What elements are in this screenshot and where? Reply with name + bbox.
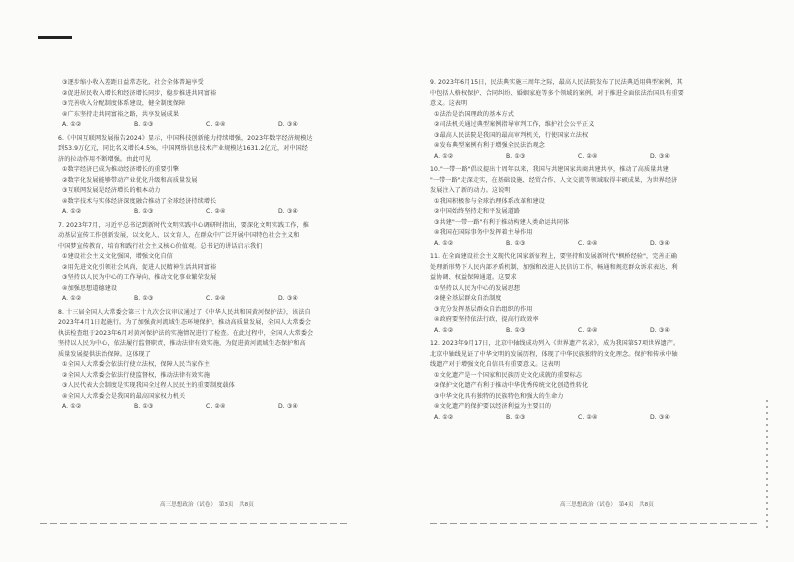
choice-c: C. ②④	[206, 208, 226, 215]
choice-c: C. ②④	[206, 403, 226, 410]
choice-b: B. ①③	[134, 121, 154, 128]
question-stem: 执法检查组于2023年6月对黄河保护法的实施情况进行了检查。在此过程中，全国人大常委会	[58, 329, 314, 337]
question-stem: 8. 十三届全国人大常委会第三十九次会议审议通过了《中华人民共和国黄河保护法》，该法自	[58, 308, 311, 316]
binding-margin-dots	[766, 400, 768, 530]
choice-d: D. ③④	[278, 121, 298, 128]
question-stem: 动基层宣传工作创新发展，以文化人、以文育人，在群众中广泛开展中国特色社会主义和	[58, 232, 300, 239]
choice-a: A. ①②	[434, 239, 454, 247]
page-3-column	[58, 78, 384, 413]
header-mark	[38, 36, 72, 39]
choice-d: D. ③④	[278, 403, 298, 410]
choice-b: B. ①③	[506, 239, 526, 247]
option-line: ④加强思想道德建设	[62, 284, 118, 292]
question-stem: 到53.9万亿元，同比名义增长4.5%，中国网络信息技术产业规模达1631.2亿元，对中国经	[58, 145, 308, 152]
option-line: ②全国人大常委会依法行使监督权，推动法律有效实施	[62, 371, 211, 379]
option-line: ①全国人大常委会依法行使立法权，保障人民当家作主	[62, 361, 211, 368]
option-line: ④我国在国际事务中发挥着主导作用	[434, 229, 533, 236]
answer-choices	[434, 413, 760, 424]
question-9	[430, 78, 760, 162]
choice-d: D. ③④	[650, 152, 670, 160]
choice-a: A. ①②	[62, 295, 82, 302]
choice-c: C. ②④	[206, 121, 226, 128]
question-stem: 济的拉动作用不断增强。由此可见	[58, 155, 151, 163]
question-stem: 9. 2023年6月15日，民法典实施三周年之际，最高人民法院发布了民法典适用典型案例，其	[430, 79, 683, 86]
option-line: ③共建"一带一路"有利于推动构建人类命运共同体	[434, 218, 570, 226]
question-10	[430, 165, 760, 249]
choice-d: D. ③④	[650, 326, 670, 334]
choice-c: C. ②④	[578, 152, 598, 160]
question-stem: 意义。这表明	[430, 100, 468, 107]
option-line: ②数字化发展能够带动产业优化升级和高质量发展	[62, 176, 198, 184]
answer-choices	[62, 120, 384, 131]
choice-b: B. ①③	[506, 413, 526, 421]
choice-a: A. ①②	[62, 403, 82, 410]
question-stem: 处理新形势下人民内部矛盾机制，加强和改进人民信访工作，畅通和规范群众诉求表达、利	[430, 263, 678, 271]
question-stem: 中包括人格权保护、合同纠纷、婚姻家庭等多个领域的案例，对于推进全面依法治国具有重要	[430, 89, 684, 97]
option-line: ③最高人民法院是我国的最高审判机关，行使国家立法权	[434, 131, 589, 139]
question-8	[58, 308, 384, 413]
question-stem: 发展注入了新的动力。这说明	[430, 187, 511, 194]
page-footer-left: 高三思想政治（试卷） 第3页 共8页	[160, 502, 254, 508]
question-stem: 12. 2023年9月17日，北京中轴线成功列入《世界遗产名录》，成为我国第57项世界遗产。	[430, 340, 680, 347]
choice-d: D. ③④	[650, 413, 670, 421]
option-line: ①建设社会主义文化强国，增强文化自信	[62, 253, 173, 260]
choice-b: B. ①③	[134, 208, 154, 215]
choice-a: A. ①②	[62, 208, 82, 215]
answer-choices	[434, 239, 760, 250]
option-line: ②中国始终坚持走和平发展道路	[434, 208, 521, 215]
choice-c: C. ②④	[578, 326, 598, 334]
answer-choices	[434, 326, 760, 337]
choice-a: A. ①②	[434, 326, 454, 334]
question-stem: 益协调、权益保障通道。这要求	[430, 274, 517, 281]
question-stem: 2023年4月1日起施行。为了加强黄河流域生态环境保护，推动高质量发展，全国人大常委会	[58, 319, 312, 326]
option-line: ③完善收入分配制度体系建设，健全制度保障	[62, 100, 186, 107]
question-stem: 线遗产对于增强文化自信具有重要意义。这表明	[430, 361, 561, 368]
question-stem: 坚持以人民为中心，依法履行监督职责，推动法律有效实施，为促进黄河流域生态保护和高	[58, 340, 306, 347]
question-stem: 11. 在全面建设社会主义现代化国家新征程上，要坚持和发展新时代"枫桥经验"，完善正确	[430, 253, 678, 260]
option-line: ④数字技术与实体经济深度融合推动了全球经济持续增长	[62, 197, 217, 205]
question-12	[430, 339, 760, 423]
cut-line-left	[40, 523, 350, 524]
question-intro	[58, 78, 384, 131]
option-line: ④文化遗产的保护要以经济利益为主要目的	[434, 403, 552, 410]
answer-choices	[434, 152, 760, 163]
choice-a: A. ①②	[434, 152, 454, 160]
choice-d: D. ③④	[278, 208, 298, 215]
cut-line-right	[430, 523, 760, 524]
option-line: ③人民代表大会制度是实现我国全过程人民民主的重要制度载体	[62, 382, 235, 389]
choice-c: C. ②④	[578, 239, 598, 247]
option-line: ②健全基层群众自治制度	[434, 295, 502, 302]
option-line: ④广东坚持走共同富裕之路，共享发展成果	[62, 110, 180, 118]
option-line: ①数字经济已成为推动经济增长的重要引擎	[62, 166, 180, 173]
question-stem: 质量发展提供法治保障。这体现了	[58, 350, 151, 358]
option-line: ①我国积极参与全球治理体系改革和建设	[434, 197, 545, 205]
option-line: ④政府要坚持依法行政，提高行政效率	[434, 316, 539, 323]
option-line: ③逐步缩小收入差距日益常态化，社会全体普遍享受	[62, 79, 204, 86]
question-11	[430, 252, 760, 336]
choice-a: A. ①②	[62, 121, 82, 128]
page-4-column	[430, 78, 760, 423]
option-line: ②用先进文化引领社会风尚，促进人民精神生活共同富裕	[62, 263, 217, 271]
question-stem: 中国梦宣传教育，培育和践行社会主义核心价值观。总书记的讲话启示我们	[58, 242, 263, 250]
choice-d: D. ③④	[650, 239, 670, 247]
question-stem: 10."一带一路"倡议提出十周年以来，我国与共建国家共商共建共享，推动了高质量共建	[430, 166, 669, 173]
option-line: ③坚持以人民为中心的工作导向，推动文化事业繁荣发展	[62, 274, 217, 281]
choice-d: D. ③④	[278, 295, 298, 302]
question-stem: "一带一路"走深走实，在基础设施、经贸合作、人文交流等领域取得丰硕成果，为世界经济	[430, 176, 678, 184]
option-line: ④发布典型案例有利于增强全民法治观念	[434, 142, 545, 149]
option-line: ②司法机关通过典型案例指导审判工作，维护社会公平正义	[434, 121, 595, 128]
option-line: ②促进居民收入增长和经济增长同步，稳步推进共同富裕	[62, 89, 217, 97]
answer-choices	[62, 402, 384, 413]
choice-a: A. ①②	[434, 413, 454, 421]
choice-b: B. ①③	[506, 326, 526, 334]
answer-choices	[62, 294, 384, 305]
page-footer-right: 高三思想政治（试卷） 第4页 共8页	[560, 502, 654, 508]
question-stem: 北京中轴线见证了中华文明的发展历程，体现了中华民族独特的文化理念。保护和传承中轴	[430, 350, 678, 358]
choice-b: B. ①③	[506, 152, 526, 160]
option-line: ①文化遗产是一个国家和民族历史文化成就的重要标志	[434, 371, 583, 379]
option-line: ③互联网发展是经济增长的根本动力	[62, 187, 161, 194]
choice-c: C. ②④	[578, 413, 598, 421]
choice-b: B. ①③	[134, 403, 154, 410]
choice-b: B. ①③	[134, 295, 154, 302]
option-line: ①坚持以人民为中心的发展思想	[434, 284, 521, 292]
question-6	[58, 134, 384, 218]
option-line: ①法治是治国理政的基本方式	[434, 110, 514, 118]
option-line: ③中华文化具有独特的民族特色和强大的生命力	[434, 392, 564, 400]
option-line: ②保护文化遗产有利于推动中华优秀传统文化创造性转化	[434, 382, 589, 389]
answer-choices	[62, 207, 384, 218]
choice-c: C. ②④	[206, 295, 226, 302]
question-stem: 7. 2023年7月，习近平总书记到新时代文明实践中心调研时指出，要深化文明实践工作，推	[58, 221, 309, 229]
option-line: ④全国人大常委会是我国的最高国家权力机关	[62, 392, 186, 400]
question-7	[58, 221, 384, 305]
question-stem: 6.《中国互联网发展报告2024》显示，中国科技创新能力持续增强，2023年数字经济规模达	[58, 134, 313, 142]
option-line: ③充分发挥基层群众自治组织的作用	[434, 305, 533, 313]
